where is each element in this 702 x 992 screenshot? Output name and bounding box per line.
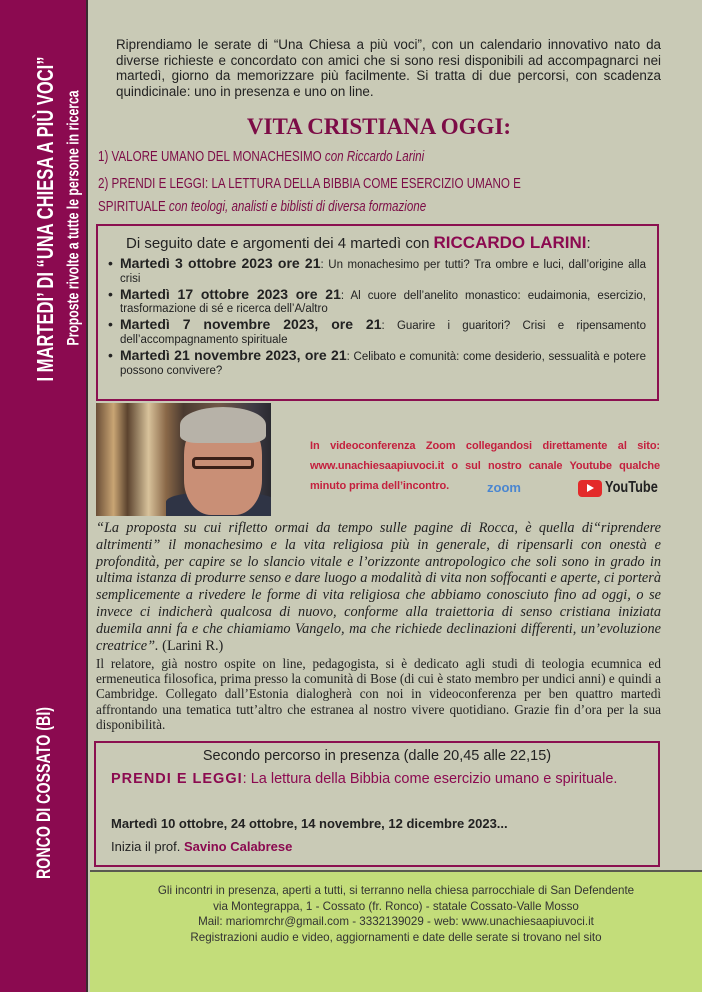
flyer-title: I MARTEDI’ DI “UNA CHIESA A PIÙ VOCI”: [32, 56, 58, 382]
photo-glasses: [192, 457, 254, 469]
footer-contacts: Mail: mariomrchr@gmail.com - 3332139029 - web: www.unachiesaapiuvoci.it: [198, 915, 594, 928]
course-2: [98, 176, 521, 192]
speaker-photo: [96, 403, 271, 516]
schedule-topic: : Celibato e comunità: come desiderio, sessualità e potere possono convivere?: [120, 350, 647, 377]
photo-hair: [180, 407, 266, 443]
colon: :: [586, 235, 591, 252]
course-1-title: 1) VALORE UMANO DEL MONACHESIMO: [98, 149, 325, 165]
speaker-quote: [96, 520, 661, 654]
schedule-item: [106, 257, 646, 287]
footer-venue: Gli incontri in presenza, aperti a tutti, si terranno nella chiesa parrocchiale di San Defendente: [157, 884, 635, 897]
schedule-item: [106, 285, 646, 318]
footer-recordings: Registrazioni audio e video, aggiornamenti e date delle serate si trovano nel sito: [190, 930, 602, 944]
course-1-speaker: con Riccardo Larini: [324, 149, 425, 165]
speaker-bio: Il relatore, già nostro ospite on line, pedagogista, si è dedicato agli studi di teologia ecumnica ed ermeneutica filosofica, prima presso la comunità di Bose (di cui è stato membro per undici anni) e quindi a Cambridge. Collegato dall’Estonia dialogherà con noi in videoconferenza per ben quattro martedì affrontando una tematica tutt’altro che estranea al nostro vivere quotidiano. Grazie fin d’ora per la sua disponibilità.: [96, 656, 661, 732]
youtube-logo: [578, 479, 671, 497]
schedule-topic: : Al cuore dell’anelito monastico: eudaimonia, esercizio, trasformazione di sé e ricerca dell’A/altro: [120, 289, 646, 316]
intro-paragraph: Riprendiamo le serate di “Una Chiesa a più voci”, con un calendario innovativo nato da diverse richieste e concordato con amici che si sono resi disponibili ad accompagnarci nei martedì, giorno da memorizzare più facilmente. Si tratta di due percorsi, con scadenza quindicinale: uno in presenza e uno on line.: [116, 37, 661, 99]
schedule-date: Martedì 21 novembre 2023, ore 21: [120, 346, 347, 363]
course-2-title-cont: SPIRITUALE: [98, 199, 169, 215]
second-course-teacher: [111, 839, 292, 854]
schedule-topic: : Guarire i guaritori? Crisi e ripensamento dell’accompagnamento spirituale: [120, 320, 647, 346]
speaker-name: RICCARDO LARINI: [433, 233, 587, 252]
schedule-date: Martedì 17 ottobre 2023 ore 21: [120, 285, 341, 302]
course-2-speaker: con teologi, analisti e biblisti di diversa formazione: [168, 199, 427, 215]
schedule-box: [96, 224, 659, 401]
second-course-heading: Secondo percorso in presenza (dalle 20,45 alle 22,15): [202, 748, 552, 764]
location: RONCO DI COSSATO (BI): [34, 706, 55, 880]
schedule-heading-text: Di seguito date e argomenti dei 4 martedì con: [126, 235, 430, 252]
second-course-dates: Martedì 10 ottobre, 24 ottobre, 14 novembre, 12 dicembre 2023...: [111, 816, 508, 831]
schedule-heading: [126, 233, 591, 253]
schedule-list: [106, 257, 646, 379]
teacher-name: Savino Calabrese: [183, 839, 293, 854]
sidebar-banner: [0, 0, 88, 992]
online-info: In videoconferenza Zoom collegandosi direttamente al sito: www.unachiesaapiuvoci.it o sul nostro canale Youtube qualche minuto prima dell’incontro.: [310, 440, 660, 492]
course-1: [98, 149, 424, 165]
zoom-logo: zoom: [487, 480, 521, 495]
second-course-name: PRENDI E LEGGI: [111, 771, 243, 787]
course-2-cont: [98, 199, 426, 215]
quote-author: (Larini R.): [158, 637, 224, 654]
second-course-desc: : La lettura della Bibbia come esercizio umano e spirituale.: [242, 771, 618, 787]
footer-address: via Montegrappa, 1 - Cossato (fr. Ronco) - statale Cossato-Valle Mosso: [213, 899, 579, 913]
schedule-item: [106, 318, 646, 348]
second-course-title: [111, 768, 641, 791]
schedule-date: Martedì 7 novembre 2023, ore 21: [120, 316, 382, 333]
course-2-title: 2) PRENDI E LEGGI: LA LETTURA DELLA BIBBIA COME ESERCIZIO UMANO E: [98, 176, 521, 192]
second-course-box: [94, 741, 660, 867]
youtube-play-icon: [578, 480, 602, 497]
footer: [90, 870, 702, 992]
schedule-item: [106, 346, 647, 379]
quote-text: “La proposta su cui rifletto ormai da tempo sulle pagine di Rocca, è quella di“riprendere altrimenti” il monachesimo e la vita religiosa più in generale, di ripensarli con onestà e profondità, per capire se lo slancio vitale e l’orizzonte antropologico che soli sono in grado in ultima istanza di produrre senso e dare luogo a modalità di vita non soffocanti e aperte, ci porterà semplicemente a rivedere le forme di vita religiosa che abbiamo conosciuto fino ad oggi, o se invece ci indicherà qualcosa di nuovo, conforme alla traiettoria di senso cristiana iniziata duemila anni fa e che chiamiamo Vangelo, ma che richiede declinazioni differenti, un’evoluzione creatrice”.: [96, 520, 661, 654]
flyer-subtitle: Proposte rivolte a tutte le persone in ricerca: [64, 90, 83, 346]
section-title: VITA CRISTIANA OGGI:: [246, 114, 512, 139]
starts-label: Inizia il prof.: [111, 839, 184, 854]
schedule-topic: : Un monachesimo per tutti? Tra ombre e luci, dall’origine alla crisi: [120, 259, 646, 285]
youtube-wordmark: YouTube: [605, 479, 658, 496]
schedule-date: Martedì 3 ottobre 2023 ore 21: [120, 255, 321, 271]
